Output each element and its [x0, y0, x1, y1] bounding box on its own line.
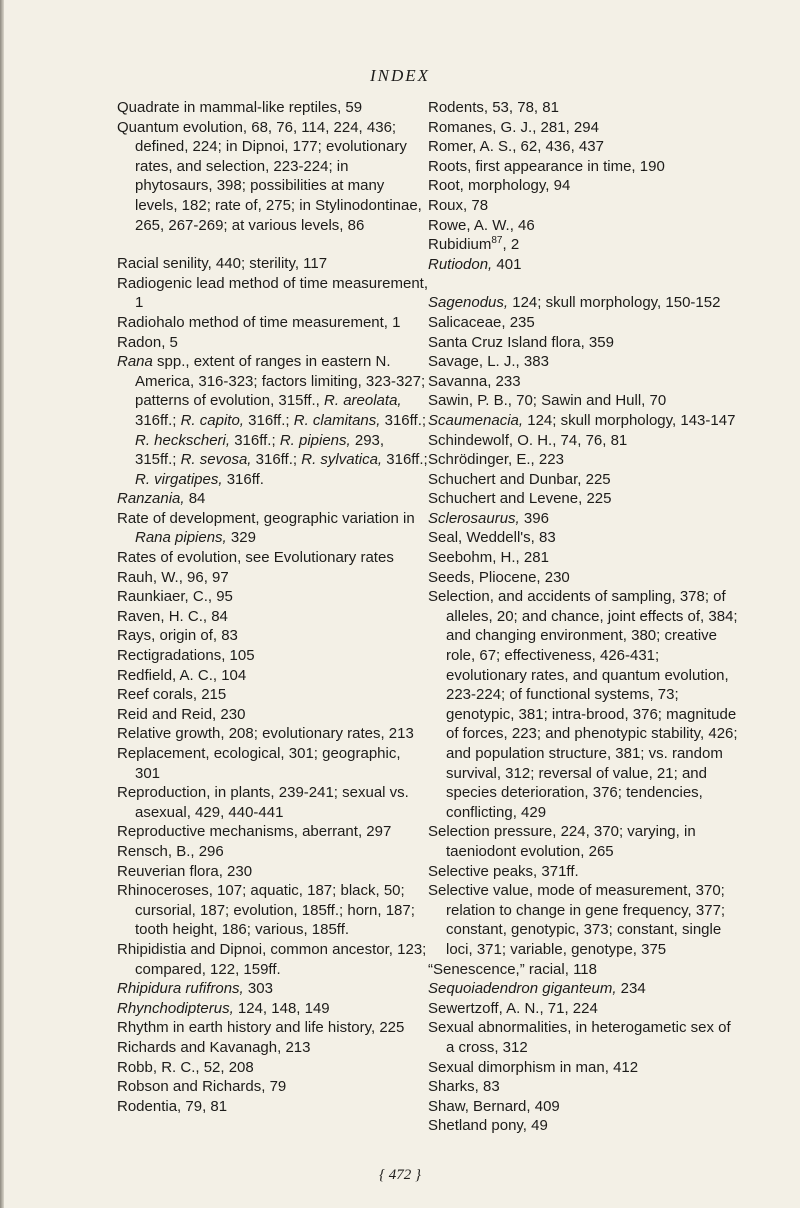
index-entry — [428, 391, 740, 411]
index-entry — [428, 822, 740, 861]
index-entry-text: Richards and Kavanagh, 213 — [117, 1038, 311, 1056]
index-entry-text: “Senescence,” racial, 118 — [428, 960, 597, 978]
index-entry-italic: Rana — [117, 353, 153, 371]
index-entry — [428, 293, 740, 313]
index-entry-text: Redfield, A. C., 104 — [117, 666, 247, 684]
index-entry-text: Replacement, ecological, 301; geographic, 301 — [117, 745, 401, 782]
index-entry — [117, 724, 429, 744]
index-entry-text: , 2 — [502, 236, 520, 254]
index-entry-text: Sharks, 83 — [428, 1078, 500, 1096]
index-entry — [117, 822, 429, 842]
index-entry-text: 124; skull morphology, 150-152 — [508, 294, 721, 312]
index-entry — [428, 333, 740, 353]
index-entry-italic: Ranzania, — [117, 490, 185, 508]
index-entry — [117, 118, 429, 236]
index-entry-italic: R. pipiens, — [279, 431, 351, 449]
index-entry-text: Sewertzoff, A. N., 71, 224 — [428, 999, 598, 1017]
index-entry — [428, 489, 740, 509]
index-entry-italic: Sclerosaurus, — [428, 509, 520, 527]
index-entry-italic: R. sylvatica, — [301, 451, 383, 469]
index-entry-text: Shaw, Bernard, 409 — [428, 1097, 560, 1115]
index-entry-italic: R. clamitans, — [293, 411, 381, 429]
index-entry-italic: Sequoiadendron giganteum, — [428, 980, 617, 998]
index-entry-text: Savage, L. J., 383 — [428, 353, 549, 371]
index-entry — [117, 1077, 429, 1097]
index-entry-text: Reef corals, 215 — [117, 686, 227, 704]
index-entry — [428, 862, 740, 882]
index-entry-text: Rectigradations, 105 — [117, 647, 255, 665]
index-entry-text: Radon, 5 — [117, 333, 178, 351]
index-entry — [428, 313, 740, 333]
index-entry-text: 401 — [492, 255, 522, 273]
index-entry — [117, 842, 429, 862]
index-entry-text: Rubidium — [428, 236, 492, 254]
index-entry — [117, 98, 429, 118]
index-entry — [428, 137, 740, 157]
index-entry-text: 124, 148, 149 — [233, 999, 330, 1017]
index-entry-text: 329 — [226, 529, 256, 547]
index-entry — [428, 568, 740, 588]
index-entry — [117, 1038, 429, 1058]
index-entry-italic: R. virgatipes, — [135, 470, 223, 488]
index-entry — [428, 118, 740, 138]
index-entry — [428, 548, 740, 568]
index-entry — [117, 646, 429, 666]
index-entry-text: Relative growth, 208; evolutionary rates, 213 — [117, 725, 414, 743]
index-entry — [428, 235, 740, 255]
index-entry — [428, 450, 740, 470]
page-edge — [0, 0, 4, 1208]
index-entry-text: Seeds, Pliocene, 230 — [428, 568, 570, 586]
index-entry — [117, 333, 429, 353]
index-entry — [117, 607, 429, 627]
index-entry — [428, 157, 740, 177]
index-entry — [428, 1058, 740, 1078]
index-entry-text: Schindewolf, O. H., 74, 76, 81 — [428, 431, 628, 449]
index-entry-italic: Scaumenacia, — [428, 411, 524, 429]
index-entry — [117, 489, 429, 509]
index-entry-text: 316ff.; — [382, 451, 428, 469]
index-entry — [117, 705, 429, 725]
index-entry — [428, 196, 740, 216]
index-entry-italic: Rutiodon, — [428, 255, 493, 273]
index-entry — [428, 960, 740, 980]
index-entry — [428, 431, 740, 451]
index-entry-text: Rates of evolution, see Evolutionary rates — [117, 549, 394, 567]
index-entry-text: Root, morphology, 94 — [428, 177, 571, 195]
index-entry-text: Selective value, mode of measurement, 370; relation to change in gene frequency, 377; constant, genotypic, 373; constant, single loci, 371; variable, genotype, 375 — [428, 882, 726, 958]
index-entry — [428, 587, 740, 822]
index-entry-text: Rowe, A. W., 46 — [428, 216, 535, 234]
index-entry-text: Selective peaks, 371ff. — [428, 862, 579, 880]
index-entry-text: Roux, 78 — [428, 196, 489, 214]
index-entry-italic: R. capito, — [180, 411, 244, 429]
index-entry-text: Raven, H. C., 84 — [117, 607, 228, 625]
index-entry — [428, 1097, 740, 1117]
index-entry — [117, 352, 429, 489]
index-entry-text: Robson and Richards, 79 — [117, 1078, 287, 1096]
index-entry-text: Romanes, G. J., 281, 294 — [428, 118, 599, 136]
page-title: INDEX — [369, 66, 431, 85]
index-entry-text: 316ff.; — [230, 431, 280, 449]
index-entry-text: 316ff.; — [135, 411, 181, 429]
index-entry-text: Seebohm, H., 281 — [428, 549, 549, 567]
index-entry — [117, 626, 429, 646]
index-entry — [428, 979, 740, 999]
index-entry — [117, 979, 429, 999]
index-entry-text: Seal, Weddell's, 83 — [428, 529, 556, 547]
index-entry-italic: R. sevosa, — [180, 451, 252, 469]
index-entry — [428, 98, 740, 118]
index-entry — [428, 411, 740, 431]
index-entry — [117, 274, 429, 313]
index-entry-text: Rodents, 53, 78, 81 — [428, 99, 559, 116]
index-entry — [117, 587, 429, 607]
index-entry-text: Selection pressure, 224, 370; varying, in taeniodont evolution, 265 — [428, 823, 696, 860]
index-entry-italic: Rhipidura rufifrons, — [117, 980, 244, 998]
index-entry-text: Schuchert and Levene, 225 — [428, 490, 612, 508]
index-entry-text: Sexual abnormalities, in heterogametic sex of a cross, 312 — [428, 1019, 731, 1056]
index-entry — [117, 313, 429, 333]
index-entry-text: Selection, and accidents of sampling, 378; of alleles, 20; and chance, joint effects of, 384; and changing environment, 380; creative role, 67; effectiveness, 426-431; evolutionary rates, and quantum evolution, 223-224; of functional systems, 73; genotypic, 381; intra-brood, 376; magnitude of forces, 223; and phenotypic stability, 426; and population structure, 381; vs. random survival, 312; reversal of value, 21; and species deterioration, 376; tendencies, conflicting, 429 — [428, 588, 738, 821]
index-entry — [428, 1018, 740, 1057]
index-entry-text: Shetland pony, 49 — [428, 1117, 548, 1135]
index-entry-text: Schrödinger, E., 223 — [428, 451, 564, 469]
index-entry-text: Raunkiaer, C., 95 — [117, 588, 233, 606]
index-entry-italic: R. heckscheri, — [135, 431, 231, 449]
index-entry-text: Rate of development, geographic variation in — [117, 509, 415, 527]
index-entry-text: Sexual dimorphism in man, 412 — [428, 1058, 639, 1076]
index-column-right — [428, 98, 740, 1136]
index-entry-italic: Sagenodus, — [428, 294, 509, 312]
index-entry — [117, 666, 429, 686]
index-entry-text: Radiohalo method of time measurement, 1 — [117, 313, 401, 331]
index-entry-text: 234 — [616, 980, 646, 998]
index-entry-text: Romer, A. S., 62, 436, 437 — [428, 138, 604, 156]
page-number: { 472 } — [379, 1167, 421, 1183]
index-entry — [428, 372, 740, 392]
index-entry-text: Racial senility, 440; sterility, 117 — [117, 255, 328, 273]
index-entry — [117, 862, 429, 882]
index-entry-text: Radiogenic lead method of time measurement, 1 — [117, 274, 429, 312]
index-entry-text: Rhythm in earth history and life history, 225 — [117, 1019, 405, 1037]
index-entry-text: Savanna, 233 — [428, 372, 521, 390]
index-entry — [428, 881, 740, 959]
index-entry — [428, 216, 740, 236]
index-entry-text: Roots, first appearance in time, 190 — [428, 157, 665, 175]
index-entry-text: Rhinoceroses, 107; aquatic, 187; black, 50; cursorial, 187; evolution, 185ff.; horn, 187; tooth height, 186; various, 185ff. — [117, 882, 415, 939]
index-entry-text: 293, 315ff.; — [135, 431, 385, 469]
index-entry-italic: R. areolata, — [324, 392, 402, 410]
index-entry-text: Santa Cruz Island flora, 359 — [428, 333, 614, 351]
index-entry-text: Salicaceae, 235 — [428, 313, 535, 331]
index-entry — [428, 509, 740, 529]
index-entry — [117, 568, 429, 588]
index-entry — [428, 176, 740, 196]
index-entry-text: Reproductive mechanisms, aberrant, 297 — [117, 823, 392, 841]
index-entry-text: 316ff.; — [380, 411, 427, 429]
index-entry-italic: Rhynchodipterus, — [117, 999, 234, 1017]
index-entry-text: 303 — [243, 980, 273, 998]
index-entry-text: Reid and Reid, 230 — [117, 705, 246, 723]
index-entry — [428, 1077, 740, 1097]
index-entry — [117, 1097, 429, 1117]
index-entry-text: Quantum evolution, 68, 76, 114, 224, 436; defined, 224; in Dipnoi, 177; evolutionary rates, and selection, 223-224; in phytosaurs, 398; possibilities at many levels, 182; rate of, 275; in Stylinodontinae, 265, 267-269; at various levels, 86 — [117, 118, 422, 234]
index-entry-text: 87 — [491, 235, 503, 247]
section-gap — [428, 274, 740, 293]
index-entry-text: Sawin, P. B., 70; Sawin and Hull, 70 — [428, 392, 667, 410]
index-entry-text: 396 — [519, 509, 549, 527]
index-entry-italic: Rana pipiens, — [135, 529, 227, 547]
index-entry — [117, 509, 429, 548]
index-entry-text: Quadrate in mammal-like reptiles, 59 — [117, 99, 363, 116]
index-entry-text: Rodentia, 79, 81 — [117, 1097, 228, 1115]
index-entry — [428, 352, 740, 372]
index-entry — [428, 999, 740, 1019]
index-entry — [117, 999, 429, 1019]
index-entry — [117, 783, 429, 822]
index-entry-text: spp., extent of ranges in eastern N. America, 316-323; factors limiting, 323-327; patterns of evolution, 315ff., — [135, 353, 426, 410]
index-entry-text: Reproduction, in plants, 239-241; sexual vs. asexual, 429, 440-441 — [117, 784, 409, 821]
index-entry-text: Rensch, B., 296 — [117, 842, 224, 860]
index-entry — [117, 685, 429, 705]
index-column-left — [117, 98, 429, 1116]
index-entry — [117, 881, 429, 940]
index-entry — [117, 254, 429, 274]
index-entry-text: Reuverian flora, 230 — [117, 862, 253, 880]
index-entry-text: Rhipidistia and Dipnoi, common ancestor, 123; compared, 122, 159ff. — [117, 940, 427, 978]
index-entry — [117, 1018, 429, 1038]
index-entry-text: 316ff. — [222, 470, 264, 488]
index-entry — [428, 1116, 740, 1136]
index-entry — [117, 548, 429, 568]
index-entry-text: Rays, origin of, 83 — [117, 627, 238, 645]
index-entry-text: Robb, R. C., 52, 208 — [117, 1058, 254, 1076]
index-entry — [117, 940, 429, 979]
index-entry — [428, 528, 740, 548]
index-entry — [117, 1058, 429, 1078]
index-entry-text: 124; skull morphology, 143-147 — [523, 411, 736, 429]
index-entry — [428, 255, 740, 275]
index-entry — [117, 744, 429, 783]
index-entry-text: Rauh, W., 96, 97 — [117, 568, 229, 586]
index-entry-text: 84 — [184, 490, 206, 508]
index-entry-text: Schuchert and Dunbar, 225 — [428, 470, 611, 488]
index-entry — [428, 470, 740, 490]
index-entry-text: 316ff.; — [251, 451, 302, 469]
index-entry-text: 316ff.; — [243, 411, 294, 429]
section-gap — [117, 235, 429, 254]
